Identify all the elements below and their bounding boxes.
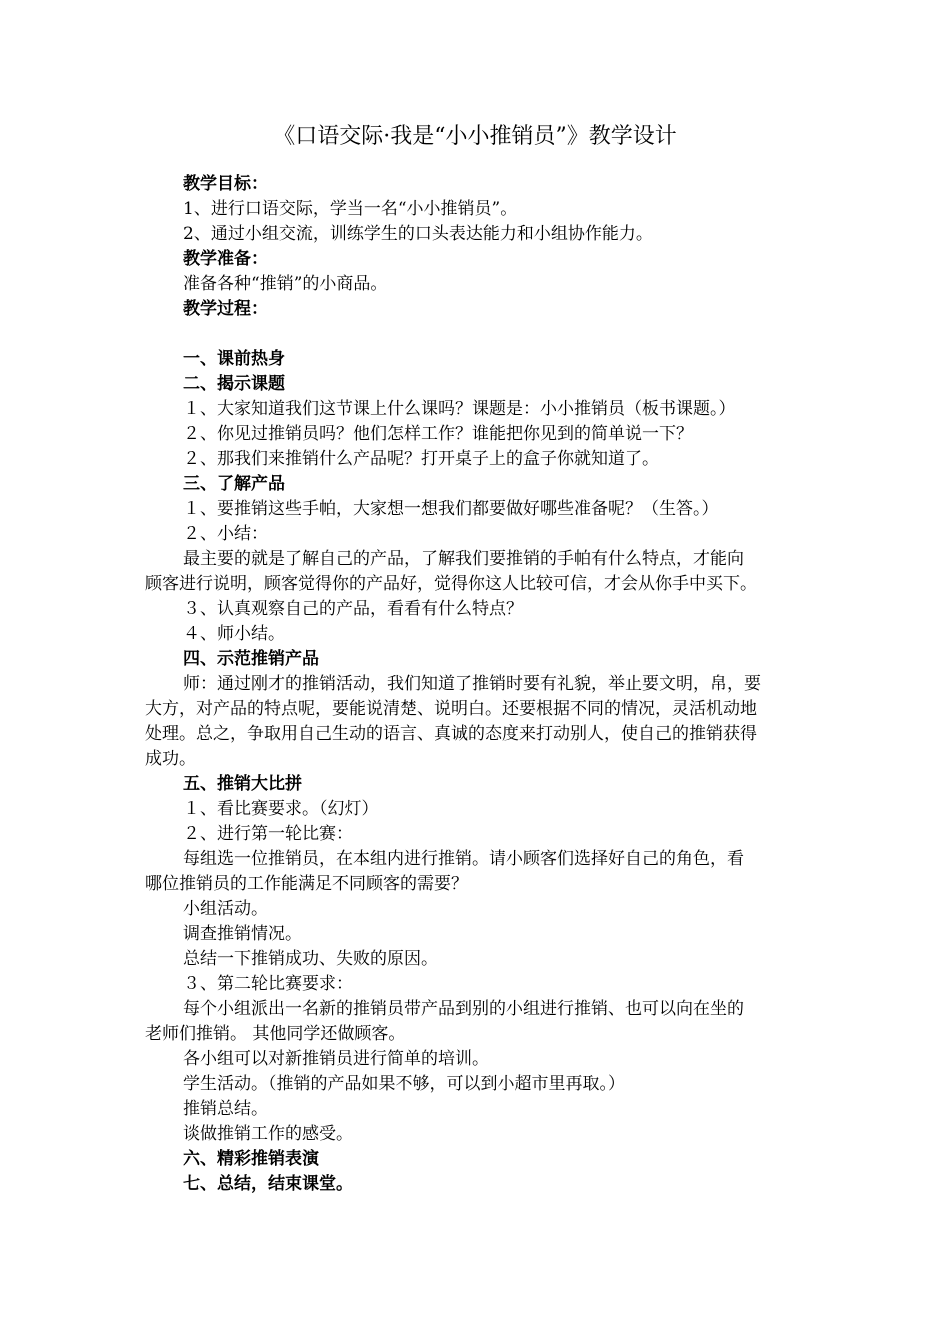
document-body (145, 172, 810, 1197)
paragraph-line: 调查推销情况。 (183, 924, 302, 944)
paragraph-line: 学生活动。（推销的产品如果不够，可以到小超市里再取。） (183, 1074, 625, 1094)
paragraph-line: 最主要的就是了解自己的产品，了解我们要推销的手帕有什么特点，才能向 (183, 549, 744, 569)
paragraph-line: 推销总结。 (183, 1099, 268, 1119)
list-item: １、看比赛要求。（幻灯） (183, 799, 379, 819)
paragraph-line: 成功。 (145, 749, 196, 769)
list-item: ２、小结： (183, 524, 268, 544)
paragraph-line: 每个小组派出一名新的推销员带产品到别的小组进行推销、也可以向在坐的 (183, 999, 744, 1019)
paragraph-line: 每组选一位推销员，在本组内进行推销。请小顾客们选择好自己的角色，看 (183, 849, 744, 869)
paragraph-line: 各小组可以对新推销员进行简单的培训。 (183, 1049, 489, 1069)
list-item: ３、第二轮比赛要求： (183, 974, 353, 994)
goal-item: 2、通过小组交流，训练学生的口头表达能力和小组协作能力。 (183, 224, 653, 244)
goal-heading: 教学目标： (183, 174, 268, 194)
list-item: １、大家知道我们这节课上什么课吗？课题是：小小推销员（板书课题。） (183, 399, 736, 419)
paragraph-line: 小组活动。 (183, 899, 268, 919)
prep-text: 准备各种“推销”的小商品。 (183, 274, 388, 294)
paragraph-line: 师：通过刚才的推销活动，我们知道了推销时要有礼貌，举止要文明，帛，要 (183, 674, 761, 694)
list-item: ４、师小结。 (183, 624, 285, 644)
list-item: ２、你见过推销员吗？他们怎样工作？谁能把你见到的简单说一下？ (183, 424, 693, 444)
section-heading: 六、精彩推销表演 (183, 1149, 319, 1169)
section-heading: 四、示范推销产品 (183, 649, 319, 669)
list-item: １、要推销这些手帕，大家想一想我们都要做好哪些准备呢？（生答。） (183, 499, 719, 519)
list-item: ２、那我们来推销什么产品呢？打开桌子上的盒子你就知道了。 (183, 449, 659, 469)
paragraph-line: 哪位推销员的工作能满足不同顾客的需要？ (145, 874, 468, 894)
section-heading: 二、揭示课题 (183, 374, 285, 394)
paragraph-line: 顾客进行说明，顾客觉得你的产品好，觉得你这人比较可信，才会从你手中买下。 (145, 574, 757, 594)
blank-line (145, 322, 810, 347)
list-item: ２、进行第一轮比赛： (183, 824, 353, 844)
prep-heading: 教学准备： (183, 249, 268, 269)
list-item: ３、认真观察自己的产品，看看有什么特点？ (183, 599, 523, 619)
goal-item: 1、进行口语交际，学当一名“小小推销员”。 (183, 199, 518, 219)
paragraph-line: 大方，对产品的特点呢，要能说清楚、说明白。还要根据不同的情况，灵活机动地 (145, 699, 757, 719)
process-heading: 教学过程： (183, 299, 268, 319)
section-heading: 三、了解产品 (183, 474, 285, 494)
paragraph-line: 谈做推销工作的感受。 (183, 1124, 353, 1144)
paragraph-line: 处理。总之，争取用自己生动的语言、真诚的态度来打动别人，使自己的推销获得 (145, 724, 757, 744)
paragraph-line: 老师们推销。 其他同学还做顾客。 (145, 1024, 406, 1044)
section-heading: 七、总结，结束课堂。 (183, 1174, 353, 1194)
section-heading: 五、推销大比拼 (183, 774, 302, 794)
document-title: 《口语交际·我是“小小推销员”》教学设计 (273, 124, 677, 149)
section-heading: 一、课前热身 (183, 349, 285, 369)
paragraph-line: 总结一下推销成功、失败的原因。 (183, 949, 438, 969)
